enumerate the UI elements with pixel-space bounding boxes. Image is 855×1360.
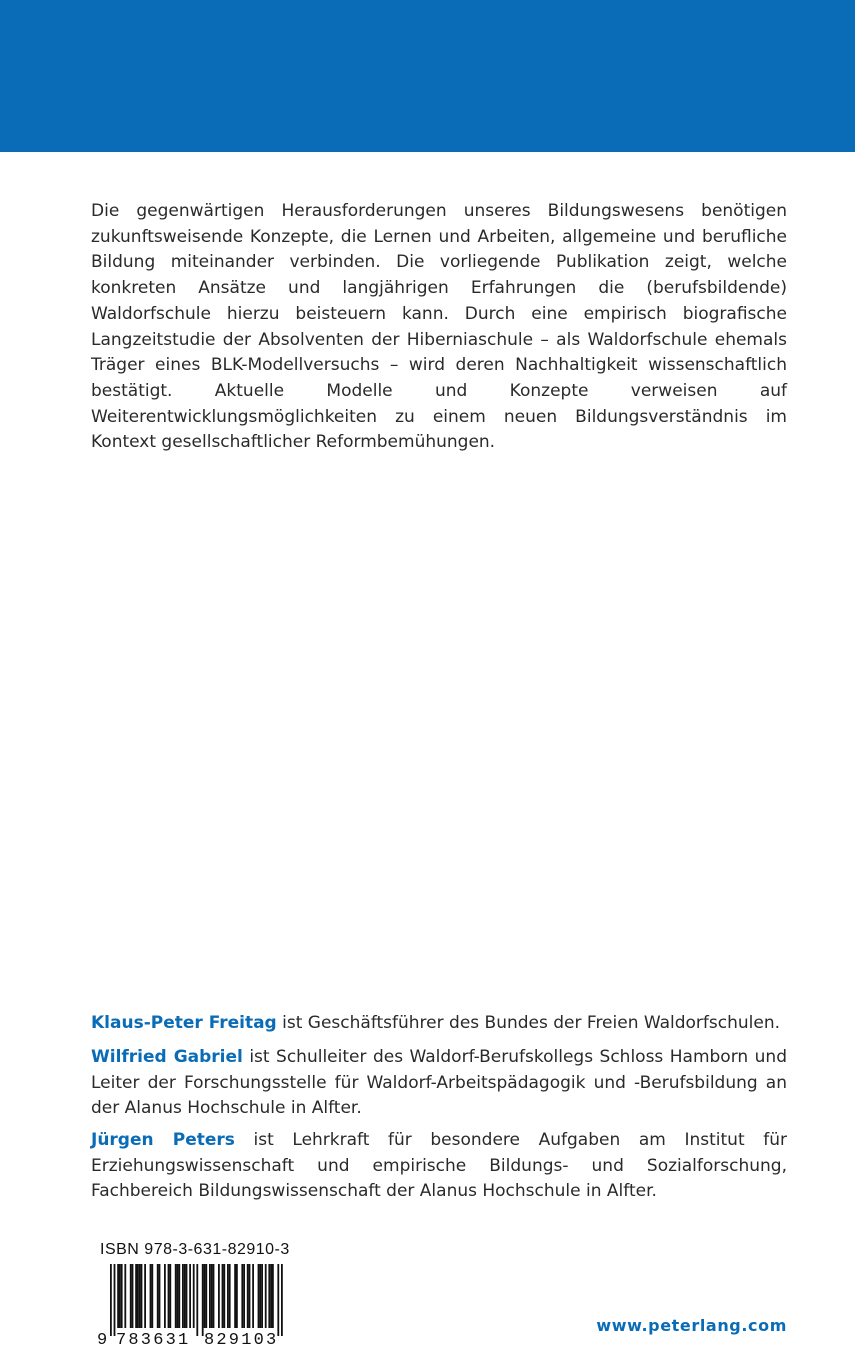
barcode-bar <box>218 1264 220 1328</box>
author-bio-text: ist Lehrkraft für besondere Aufgaben am Institut für Erziehungswissenschaft und empirische Bildungs- und Sozialforschung, Fachbereich Bildungswissenschaft der Alanus Hochschule in Alfter. <box>91 1130 787 1202</box>
barcode-bar <box>177 1264 179 1328</box>
barcode-bar <box>117 1264 119 1328</box>
barcode-bar <box>182 1264 184 1328</box>
barcode-bar <box>137 1264 139 1328</box>
author-name: Wilfried Gabriel <box>91 1047 243 1067</box>
author-name: Klaus-Peter Freitag <box>91 1013 277 1033</box>
barcode-bar <box>144 1264 146 1328</box>
barcode-bar <box>186 1264 188 1328</box>
barcode-bar <box>178 1264 180 1328</box>
barcode-digits-right: 829103 <box>204 1331 279 1346</box>
barcode-digits-left: 783631 <box>116 1331 191 1346</box>
barcode-bar <box>205 1264 207 1328</box>
barcode-bar <box>229 1264 231 1328</box>
barcode-bar <box>277 1264 279 1336</box>
barcode-bar <box>193 1264 195 1328</box>
barcode-bar <box>236 1264 238 1328</box>
barcode-bar <box>164 1264 166 1328</box>
barcode-bar <box>159 1264 161 1328</box>
barcode-bar <box>249 1264 251 1328</box>
barcode-bar <box>227 1264 229 1328</box>
book-blurb: Die gegenwärtigen Herausforderungen unseres Bildungswesens benötigen zukunftsweisende Konzepte, die Lernen und Arbeiten, allgemeine und berufliche Bildung miteinander verbinden. Die vorliegende Publikation zeigt, welche konkreten Ansätze und langjährigen Erfahrungen die (berufsbildende) Waldorfschule hierzu beisteuern kann. Durch eine empirisch biografische Langzeitstudie der Absolventen der Hiberniaschule – als Waldorfschule ehemals Träger eines BLK-Modellversuchs – wird deren Nachhaltigkeit wissenschaftlich bestätigt. Aktuelle Modelle und Konzepte verweisen auf Weiterentwicklungsmöglichkeiten zu einem neuen Bildungsverständnis im Kontext gesellschaftlicher Reformbemühungen. <box>91 201 787 453</box>
author-bio-peters <box>91 1128 787 1205</box>
barcode-bar <box>168 1264 170 1328</box>
barcode-bar <box>124 1264 126 1328</box>
barcode-bar <box>202 1264 204 1336</box>
barcode-bar <box>213 1264 215 1328</box>
barcode-bar <box>175 1264 177 1328</box>
cover-top-band <box>0 0 855 152</box>
barcode-bar <box>241 1264 243 1328</box>
barcode-bar <box>223 1264 225 1328</box>
barcode-bar <box>114 1264 116 1336</box>
barcode-bar <box>121 1264 123 1328</box>
barcode-bar <box>209 1264 211 1328</box>
barcode-bar <box>189 1264 191 1328</box>
barcode-bar <box>169 1264 171 1328</box>
barcode-bar <box>157 1264 159 1328</box>
author-bio-gabriel <box>91 1045 787 1122</box>
barcode-bar <box>211 1264 213 1328</box>
barcode-bar <box>132 1264 134 1328</box>
author-bio-text: ist Geschäftsführer des Bundes der Freien Waldorfschulen. <box>276 1013 781 1033</box>
barcode-bar <box>268 1264 270 1328</box>
barcode-bar <box>259 1264 261 1328</box>
barcode-digit-first: 9 <box>97 1331 108 1346</box>
barcode-bar <box>184 1264 186 1328</box>
barcode-bar <box>252 1264 254 1328</box>
barcode-bar <box>247 1264 249 1328</box>
barcode-bar <box>222 1264 224 1328</box>
isbn-label: ISBN 978-3-631-82910-3 <box>100 1241 290 1258</box>
author-bio-text: ist Schulleiter des Waldorf-Berufskollegs Schloss Hamborn und Leiter der Forschungsstelle für Waldorf-Arbeitspädagogik und -Berufsbildung an der Alanus Hochschule in Alfter. <box>91 1047 787 1119</box>
barcode-bar <box>141 1264 143 1328</box>
barcode-bar <box>281 1264 283 1336</box>
barcode-bar <box>204 1264 206 1328</box>
barcode <box>96 1262 290 1346</box>
barcode-bar <box>135 1264 137 1328</box>
barcode-bar <box>272 1264 274 1328</box>
author-bio-freitag <box>91 1011 787 1037</box>
barcode-bar <box>243 1264 245 1328</box>
barcode-bar <box>258 1264 260 1328</box>
barcode-bar <box>151 1264 153 1328</box>
barcode-bar <box>234 1264 236 1328</box>
barcode-bar <box>270 1264 272 1328</box>
barcode-bar <box>150 1264 152 1328</box>
barcode-bar <box>110 1264 112 1336</box>
author-name: Jürgen Peters <box>91 1130 235 1150</box>
barcode-bar <box>261 1264 263 1328</box>
barcode-bar <box>130 1264 132 1328</box>
barcode-bar <box>196 1264 198 1336</box>
barcode-bar <box>139 1264 141 1328</box>
barcode-bar <box>119 1264 121 1328</box>
publisher-website[interactable]: www.peterlang.com <box>596 1316 787 1335</box>
barcode-bar <box>265 1264 267 1328</box>
